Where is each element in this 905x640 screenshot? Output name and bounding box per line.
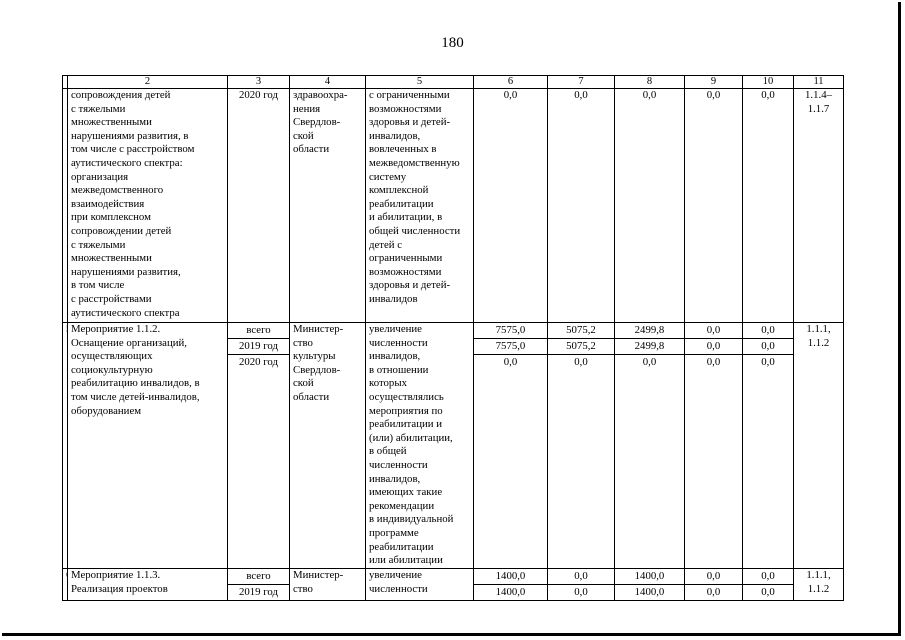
header-cell: 4 [290, 76, 366, 89]
value: 0,0 [761, 586, 775, 598]
value-col10 [743, 323, 794, 569]
program-table [62, 75, 844, 601]
value: 1400,0 [495, 586, 526, 598]
executor: Министер- ство [290, 569, 366, 601]
header-cell: 10 [743, 76, 794, 89]
header-cell: 5 [366, 76, 474, 89]
task-reference: 1.1.1, 1.1.2 [794, 323, 844, 569]
value: 0,0 [685, 323, 743, 339]
period-cell [228, 569, 290, 601]
value: 0,0 [743, 323, 794, 339]
value: 1400,0 [615, 569, 685, 585]
value: 0,0 [642, 356, 657, 368]
task-reference: 1.1.4– 1.1.7 [794, 89, 844, 323]
value: 0,0 [761, 356, 775, 368]
value: 5075,2 [548, 323, 615, 339]
value: 0,0 [743, 339, 794, 355]
executor: Министер- ство культуры Свердлов- ской области [290, 323, 366, 569]
period-total: всего [228, 569, 290, 585]
value: 7575,0 [474, 339, 548, 355]
activity-description: Мероприятие 1.1.3. Реализация проектов [68, 569, 228, 601]
value: 0,0 [743, 569, 794, 585]
period-year: 2019 год [228, 339, 290, 355]
value: 1400,0 [634, 586, 665, 598]
target-indicator: увеличение численности инвалидов, в отношении которых осуществлялись мероприятия по реабилитации и (или) абилитации, в общей численности инвалидов, имеющих такие рекомендации в индивидуальной программе реабилитации или абилитации [366, 323, 474, 569]
value: 1400,0 [474, 569, 548, 585]
period-year: 2019 год [238, 586, 279, 598]
value: 0,0 [548, 569, 615, 585]
page-number: 180 [441, 35, 464, 51]
period-cell [228, 323, 290, 569]
value-col6 [474, 323, 548, 569]
value: 0,0 [706, 586, 721, 598]
activity-description: Мероприятие 1.1.2. Оснащение организаций, осуществляющих социокультурную реабилитацию инвалидов, в том числе детей-инвалидов, оборудованием [68, 323, 228, 569]
value: 0,0 [706, 356, 721, 368]
value-col8: 0,0 [615, 89, 685, 323]
header-cell: 9 [685, 76, 743, 89]
header-cell: 6 [474, 76, 548, 89]
table-row [63, 323, 844, 569]
header-cell: 3 [228, 76, 290, 89]
period-total: всего [228, 323, 290, 339]
value: 0,0 [503, 356, 518, 368]
value-col7 [548, 569, 615, 601]
period-year: 2020 год [238, 356, 279, 368]
header-cell: 11 [794, 76, 844, 89]
task-reference: 1.1.1, 1.1.2 [794, 569, 844, 601]
header-cell: 7 [548, 76, 615, 89]
header-cell: 2 [68, 76, 228, 89]
header-cell: 8 [615, 76, 685, 89]
value-col6: 0,0 [474, 89, 548, 323]
target-indicator: с ограниченными возможностями здоровья и детей- инвалидов, вовлеченных в межведомственную систему комплексной реабилитации и абилитации, в общей численности детей с ограниченными возможностями здоровья и детей- инвалидов [366, 89, 474, 323]
period: 2020 год [228, 89, 290, 323]
target-indicator: увеличение численности [366, 569, 474, 601]
value: 0,0 [685, 339, 743, 355]
value: 5075,2 [548, 339, 615, 355]
executor: здравоохра- нения Свердлов- ской области [290, 89, 366, 323]
value-col8 [615, 569, 685, 601]
value-col9: 0,0 [685, 89, 743, 323]
activity-description: сопровождения детей с тяжелыми множественными нарушениями развития, в том числе с расстройством аутистического спектра: организация межведомственного взаимодействия при комплексном сопровождении детей с тяжелыми множественными нарушениями развития, в том числе с расстройствами аутистического спектра [68, 89, 228, 323]
value-col8 [615, 323, 685, 569]
value: 0,0 [685, 569, 743, 585]
value: 0,0 [574, 586, 588, 598]
table-row [63, 89, 844, 323]
value-col7 [548, 323, 615, 569]
header-row [63, 76, 844, 89]
value-col7: 0,0 [548, 89, 615, 323]
header-cell [63, 76, 68, 89]
value-col10 [743, 569, 794, 601]
value-col6 [474, 569, 548, 601]
value: 2499,8 [615, 323, 685, 339]
value: 7575,0 [474, 323, 548, 339]
value: 2499,8 [615, 339, 685, 355]
value-col10: 0,0 [743, 89, 794, 323]
value-col9 [685, 323, 743, 569]
table-row [63, 569, 844, 601]
value: 0,0 [574, 356, 588, 368]
value-col9 [685, 569, 743, 601]
